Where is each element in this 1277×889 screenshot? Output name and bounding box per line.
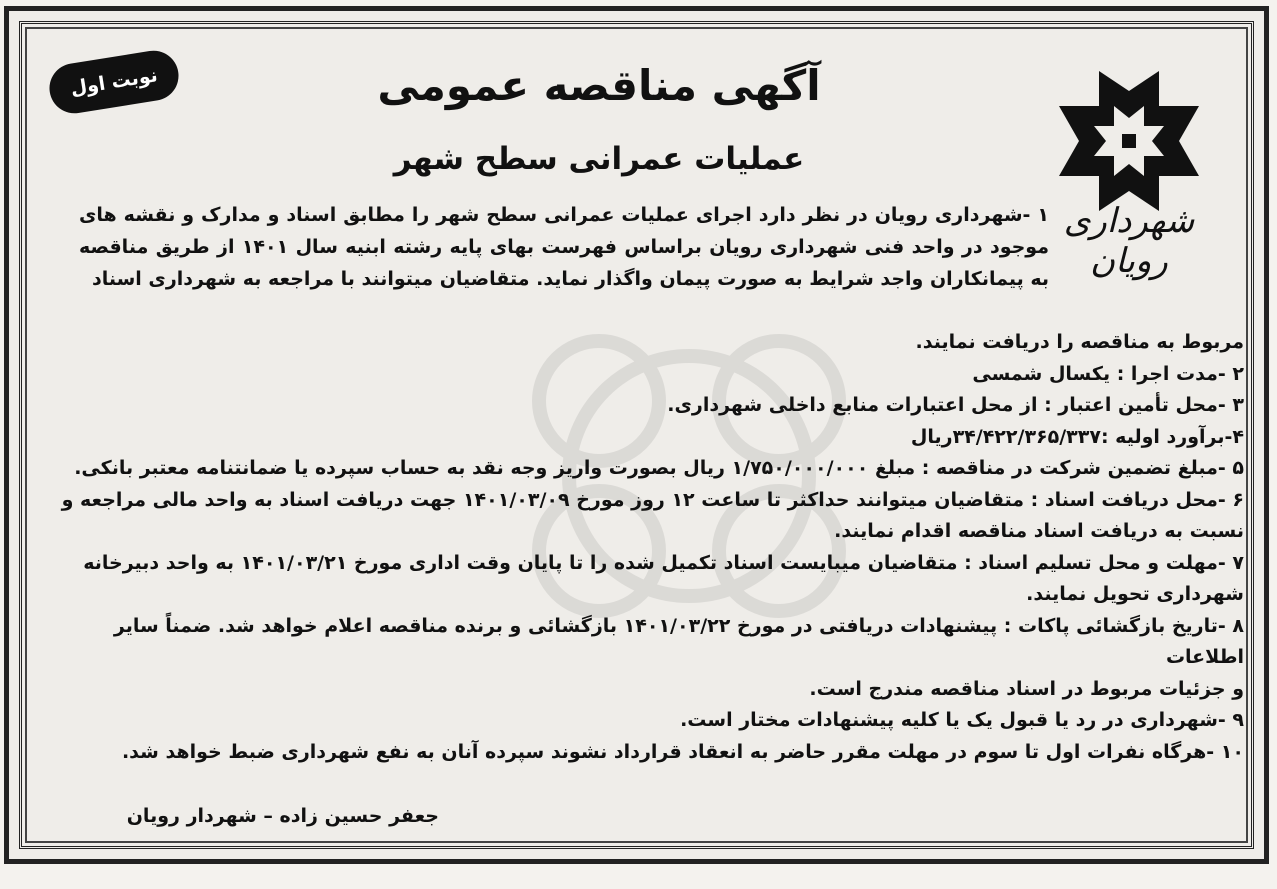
item-line: ۷ -مهلت و محل تسلیم اسناد : متقاضیان میبایست اسناد تکمیل شده را تا پایان وقت اداری مورخ ۱۴۰۱/۰۳/۲۱ به واحد دبیرخانه xyxy=(83,551,1244,574)
item-line: ۶ -محل دریافت اسناد : متقاضیان میتوانند حداکثر تا ساعت ۱۲ روز مورخ ۱۴۰۱/۰۳/۰۹ جهت دریافت اسناد به واحد مالی مراجعه و xyxy=(61,488,1244,511)
notice-title: آگهی مناقصه عمومی xyxy=(377,61,821,110)
document-frame xyxy=(4,6,1269,864)
item-line: ۱۰ -هرگاه نفرات اول تا سوم در مهلت مقرر حاضر به انعقاد قرارداد نشوند سپرده آنان به نفع شهرداری ضبط خواهد شد. xyxy=(121,740,1244,763)
signature: جعفر حسین زاده – شهردار رویان xyxy=(126,805,439,827)
notice-subtitle: عملیات عمرانی سطح شهر xyxy=(393,141,805,177)
notice-items xyxy=(49,327,1244,768)
item-line: ۴-برآورد اولیه :۳۴/۴۲۲/۳۶۵/۳۳۷ریال xyxy=(910,425,1244,448)
item-line: شهرداری تحویل نمایند. xyxy=(1026,583,1244,605)
item-line: ۲ -مدت اجرا : یکسال شمسی xyxy=(972,362,1244,385)
paragraph-intro xyxy=(79,199,1049,295)
item-line: ۵ -مبلغ تضمین شرکت در مناقصه : مبلغ ۱/۷۵۰/۰۰۰/۰۰۰ ریال بصورت واریز وجه نقد به حساب سپرده یا ضمانتنامه معتبر بانکی. xyxy=(74,457,1244,479)
municipality-name-logotype: شهرداری رویان xyxy=(1063,201,1195,281)
item-line: و جزئیات مربوط در اسناد مناقصه مندرج است. xyxy=(809,677,1244,700)
item-line: ۸ -تاریخ بازگشائی پاکات : پیشنهادات دریافتی در مورخ ۱۴۰۱/۰۳/۲۲ بازگشائی و برنده مناقصه اعلام خواهد شد. ضمناً سایر اطلاعات xyxy=(113,614,1244,668)
round-badge: نوبت اول xyxy=(46,47,182,117)
item-line: مربوط به مناقصه را دریافت نمایند. xyxy=(915,331,1244,353)
paragraph-1: ۱ -شهرداری رویان در نظر دارد اجرای عملیات عمرانی سطح شهر را مطابق اسناد و مدارک و نقشه های موجود در واحد فنی شهرداری رویان براساس فهرست بهای پایه رشته ابنیه سال ۱۴۰۱ از طریق مناقصه به پیمانکاران واجد شرایط به صورت پیمان واگذار نماید. متقاضیان میتوانند با مراجعه به شهرداری اسناد xyxy=(79,204,1049,290)
item-line: ۹ -شهرداری در رد یا قبول یک یا کلیه پیشنهادات مختار است. xyxy=(680,709,1244,731)
item-line: نسبت به دریافت اسناد مناقصه اقدام نمایند. xyxy=(834,520,1244,542)
notice-content xyxy=(49,41,1244,841)
item-line: ۳ -محل تأمین اعتبار : از محل اعتبارات منابع داخلی شهرداری. xyxy=(667,394,1244,416)
